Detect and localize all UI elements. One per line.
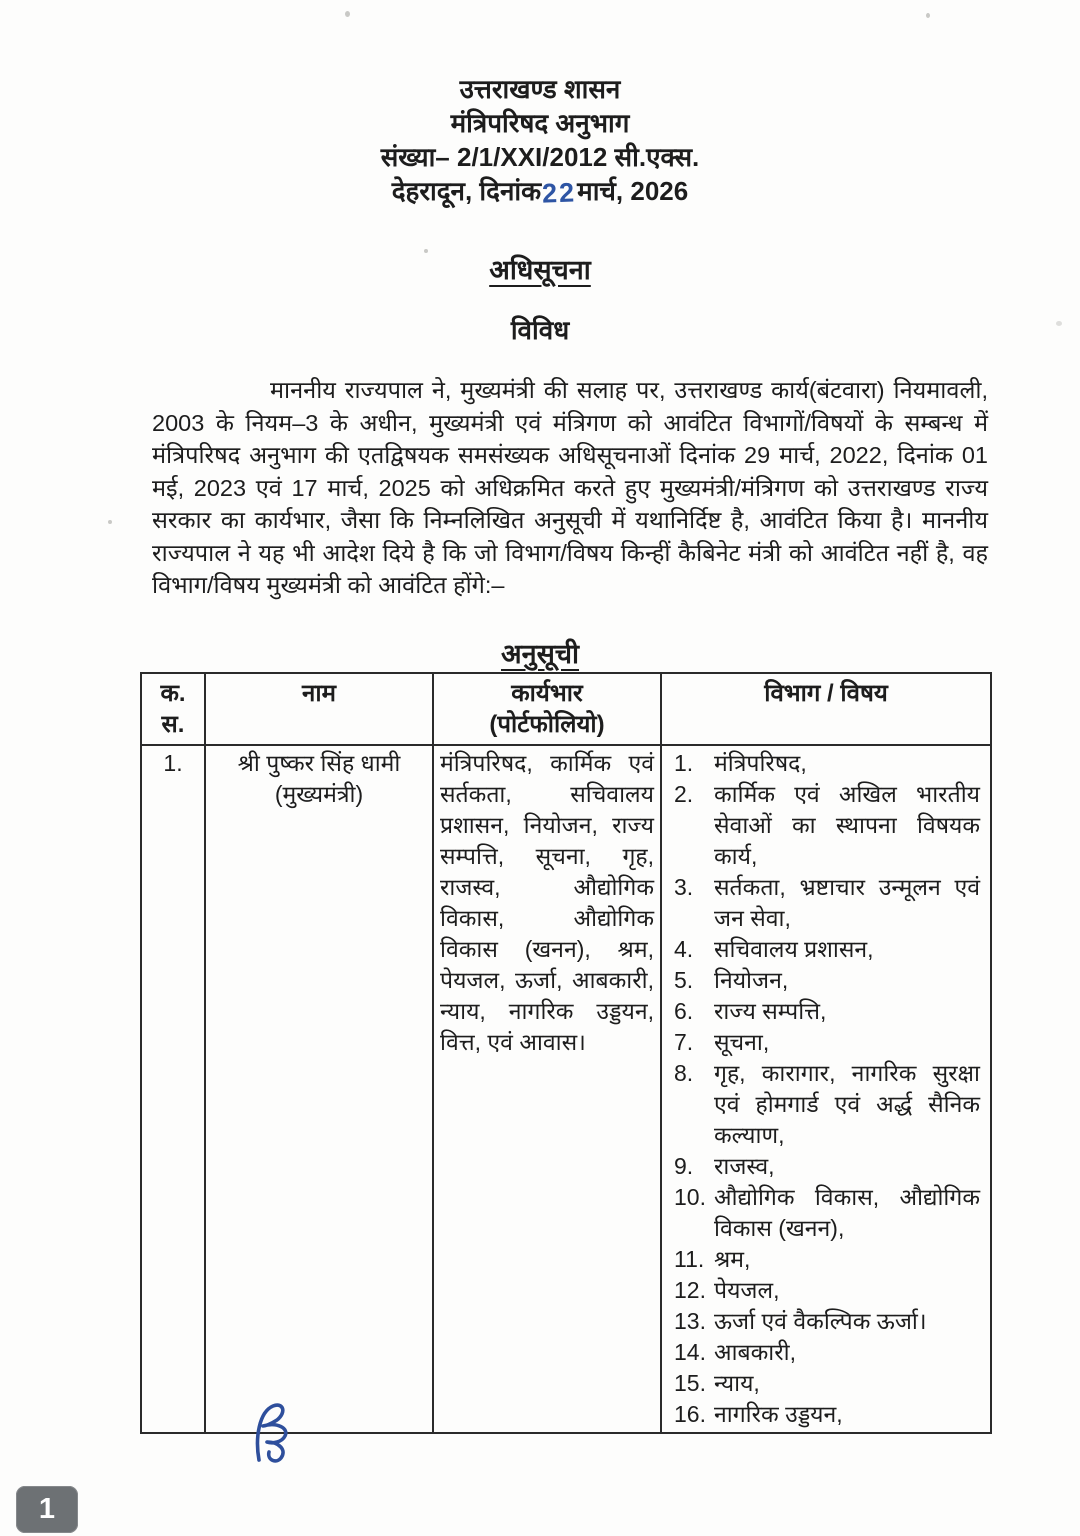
department-number: 15. [674,1370,706,1396]
scan-speck [108,520,112,524]
department-number: 3. [674,874,694,900]
minister-name: श्री पुष्कर सिंह धामी [237,750,401,776]
department-item [668,1182,984,1244]
department-item [668,1027,984,1058]
minister-designation: (मुख्यमंत्री) [274,781,364,807]
department-number: 7. [674,1029,694,1055]
header-serial: क. स. [141,673,205,745]
header-departments: विभाग / विषय [661,673,991,745]
header-portfolio: कार्यभार (पोर्टफोलियो) [433,673,661,745]
department-text: न्याय, [714,1370,760,1396]
department-number: 10. [674,1184,706,1210]
government-name: उत्तराखण्ड शासन [459,74,621,104]
department-item [668,965,984,996]
header-name: नाम [205,673,433,745]
department-number: 16. [674,1401,706,1427]
department-number: 11. [674,1246,705,1272]
department-text: राजस्व, [714,1153,775,1179]
department-text: पेयजल, [714,1277,780,1303]
department-text: श्रम, [714,1246,751,1272]
department-item [668,1337,984,1368]
department-number: 6. [674,998,694,1024]
scan-speck [926,13,930,18]
department-item [668,1151,984,1182]
department-number: 2. [674,781,694,807]
table-row [141,745,991,1433]
department-item [668,748,984,779]
department-item [668,779,984,872]
department-text: सचिवालय प्रशासन, [714,936,874,962]
schedule-title: अनुसूची [500,639,579,669]
department-number: 1. [674,750,694,776]
department-item [668,1244,984,1275]
department-text: गृह, कारागार, नागरिक सुरक्षा एवं होमगार्ड एवं अर्द्ध सैनिक कल्याण, [714,1060,980,1148]
department-text: औद्योगिक विकास, औद्योगिक विकास (खनन), [714,1184,980,1241]
order-paragraph: माननीय राज्यपाल ने, मुख्यमंत्री की सलाह पर, उत्तराखण्ड कार्य(बंटवारा) नियमावली, 2003 के नियम–3 के अधीन, मुख्यमंत्री एवं मंत्रिगण को आवंटित विभागों/विषयों के सम्बन्ध में मंत्रिपरिषद अनुभाग की एतद्विषयक समसंख्यक अधिसूचनाओं दिनांक 29 मार्च, 2022, दिनांक 01 मई, 2023 एवं 17 मार्च, 2025 को अधिक्रमित करते हुए मुख्यमंत्री/मंत्रिगण को उत्तराखण्ड राज्य सरकार का कार्यभार, जैसा कि निम्नलिखित अनुसूची में यथानिर्दिष्ट है, आवंटित किया है। माननीय राज्यपाल ने यह भी आदेश दिये है कि जो विभाग/विषय किन्हीं कैबिनेट मंत्री को आवंटित नहीं है, वह विभाग/विषय मुख्यमंत्री को आवंटित होंगे:– [152,377,988,598]
handwritten-signature [243,1398,307,1476]
department-number: 12. [674,1277,706,1303]
department-text: कार्मिक एवं अखिल भारतीय सेवाओं का स्थापना विषयक कार्य, [714,781,980,869]
department-item [668,996,984,1027]
row-name [205,745,433,1433]
department-text: ऊर्जा एवं वैकल्पिक ऊर्जा। [714,1308,927,1334]
department-text: सर्तकता, भ्रष्टाचार उन्मूलन एवं जन सेवा, [714,874,980,931]
department-number: 13. [674,1308,706,1334]
category-title: विविध [510,315,570,345]
reference-number: संख्या– 2/1/XXI/2012 सी.एक्स. [380,142,700,172]
department-item [668,1058,984,1151]
date-prefix: देहरादून, दिनांक [391,176,542,206]
notification-title: अधिसूचना [489,255,591,285]
row-departments [661,745,991,1433]
department-item [668,1399,984,1430]
department-item [668,1275,984,1306]
department-number: 9. [674,1153,694,1179]
page-number-badge: 1 [16,1486,78,1533]
department-item [668,1368,984,1399]
department-text: नियोजन, [714,967,789,993]
department-item [668,934,984,965]
row-portfolio: मंत्रिपरिषद, कार्मिक एवं सर्तकता, सचिवालय प्रशासन, नियोजन, राज्य सम्पत्ति, सूचना, गृह, राजस्व, औद्योगिक विकास, औद्योगिक विकास (खनन), श्रम, पेयजल, ऊर्जा, आबकारी, न्याय, नागरिक उड्डयन, वित्त, एवं आवास। [433,745,661,1433]
document-header [0,72,1080,208]
department-number: 4. [674,936,694,962]
department-text: सूचना, [714,1029,770,1055]
scan-speck [345,11,350,17]
row-serial: 1. [141,745,205,1433]
department-number: 5. [674,967,694,993]
department-text: नागरिक उड्डयन, [714,1401,843,1427]
allocation-table [140,672,992,1434]
department-item [668,872,984,934]
department-item [668,1306,984,1337]
handwritten-date: 22 [541,177,577,209]
section-name: मंत्रिपरिषद अनुभाग [450,108,630,138]
date-suffix: मार्च, 2026 [577,176,689,206]
place-date-line [0,174,1080,208]
table-header-row [141,673,991,745]
department-number: 8. [674,1060,694,1086]
department-text: मंत्रिपरिषद, [714,750,807,776]
department-text: आबकारी, [714,1339,797,1365]
department-text: राज्य सम्पत्ति, [714,998,827,1024]
department-number: 14. [674,1339,706,1365]
